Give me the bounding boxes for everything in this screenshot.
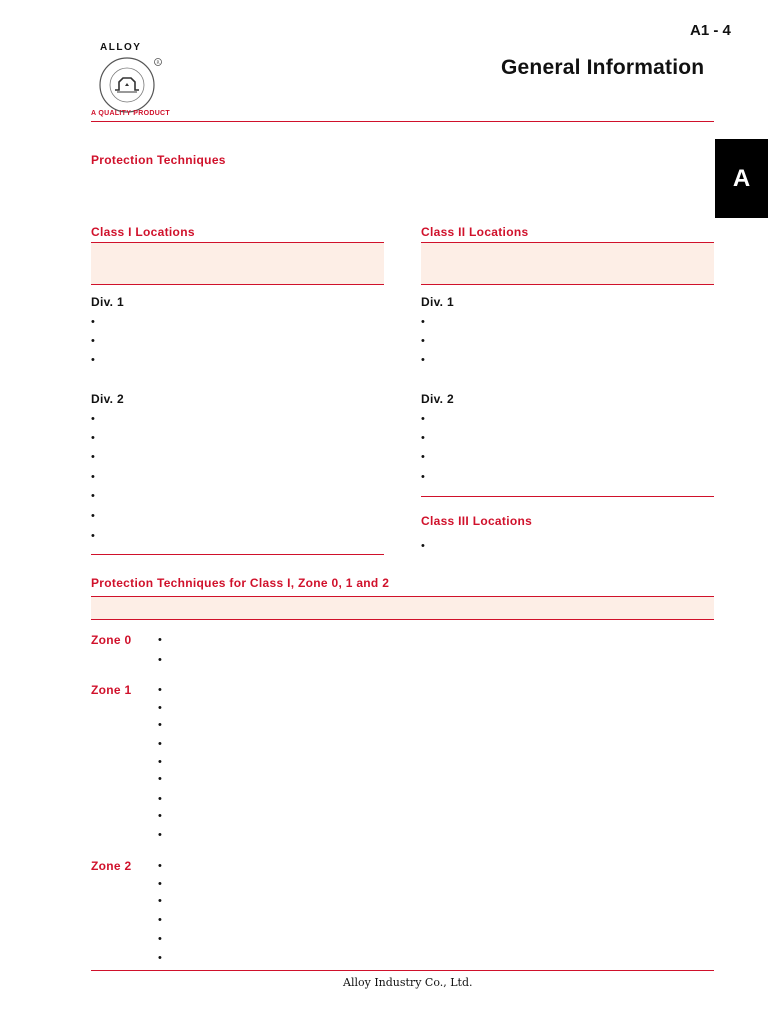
- list-bullet: •: [158, 914, 162, 926]
- zone2-label: Zone 2: [91, 859, 132, 873]
- list-bullet: •: [91, 335, 95, 347]
- list-bullet: •: [91, 413, 95, 425]
- list-bullet: •: [158, 933, 162, 945]
- company-logo: [91, 42, 170, 120]
- footer-company: Alloy Industry Co., Ltd.: [343, 976, 473, 989]
- protection-techniques-heading: Protection Techniques: [91, 153, 226, 167]
- header-divider: [91, 121, 714, 122]
- logo-seal-icon: [95, 56, 165, 114]
- list-bullet: •: [158, 878, 162, 890]
- section-tab: A: [715, 139, 768, 218]
- class2-bottom-divider: [421, 496, 714, 497]
- list-bullet: •: [91, 530, 95, 542]
- class1-div1-heading: Div. 1: [91, 295, 124, 309]
- class2-band: [421, 243, 714, 284]
- list-bullet: •: [158, 773, 162, 785]
- list-bullet: •: [421, 432, 425, 444]
- zones-heading: Protection Techniques for Class I, Zone 0, 1 and 2: [91, 576, 390, 590]
- class2-heading: Class II Locations: [421, 225, 529, 239]
- zones-band-divider: [91, 619, 714, 620]
- list-bullet: •: [158, 829, 162, 841]
- list-bullet: •: [158, 702, 162, 714]
- list-bullet: •: [158, 654, 162, 666]
- list-bullet: •: [421, 413, 425, 425]
- list-bullet: •: [158, 860, 162, 872]
- list-bullet: •: [91, 432, 95, 444]
- list-bullet: •: [421, 540, 425, 552]
- list-bullet: •: [91, 316, 95, 328]
- logo-brand: ALLOY: [100, 42, 142, 53]
- list-bullet: •: [91, 451, 95, 463]
- page-title: General Information: [501, 56, 705, 79]
- footer-divider: [91, 970, 714, 971]
- list-bullet: •: [158, 719, 162, 731]
- list-bullet: •: [158, 952, 162, 964]
- list-bullet: •: [158, 793, 162, 805]
- svg-text:R: R: [156, 61, 160, 66]
- class2-div1-heading: Div. 1: [421, 295, 454, 309]
- zone1-label: Zone 1: [91, 683, 132, 697]
- list-bullet: •: [158, 756, 162, 768]
- list-bullet: •: [91, 510, 95, 522]
- class3-heading: Class III Locations: [421, 514, 533, 528]
- list-bullet: •: [158, 810, 162, 822]
- class1-bottom-divider: [91, 554, 384, 555]
- list-bullet: •: [158, 684, 162, 696]
- list-bullet: •: [421, 335, 425, 347]
- class1-div2-heading: Div. 2: [91, 392, 124, 406]
- class2-band-divider: [421, 284, 714, 285]
- zones-band: [91, 597, 714, 619]
- list-bullet: •: [421, 354, 425, 366]
- list-bullet: •: [91, 490, 95, 502]
- list-bullet: •: [158, 634, 162, 646]
- list-bullet: •: [421, 471, 425, 483]
- class1-heading: Class I Locations: [91, 225, 195, 239]
- list-bullet: •: [91, 354, 95, 366]
- class1-band-divider: [91, 284, 384, 285]
- zone0-label: Zone 0: [91, 633, 132, 647]
- list-bullet: •: [91, 471, 95, 483]
- list-bullet: •: [158, 738, 162, 750]
- list-bullet: •: [421, 316, 425, 328]
- list-bullet: •: [421, 451, 425, 463]
- logo-tagline: A QUALITY PRODUCT: [91, 110, 170, 117]
- class1-band: [91, 243, 384, 284]
- list-bullet: •: [158, 895, 162, 907]
- class2-div2-heading: Div. 2: [421, 392, 454, 406]
- page-number: A1 - 4: [690, 22, 731, 39]
